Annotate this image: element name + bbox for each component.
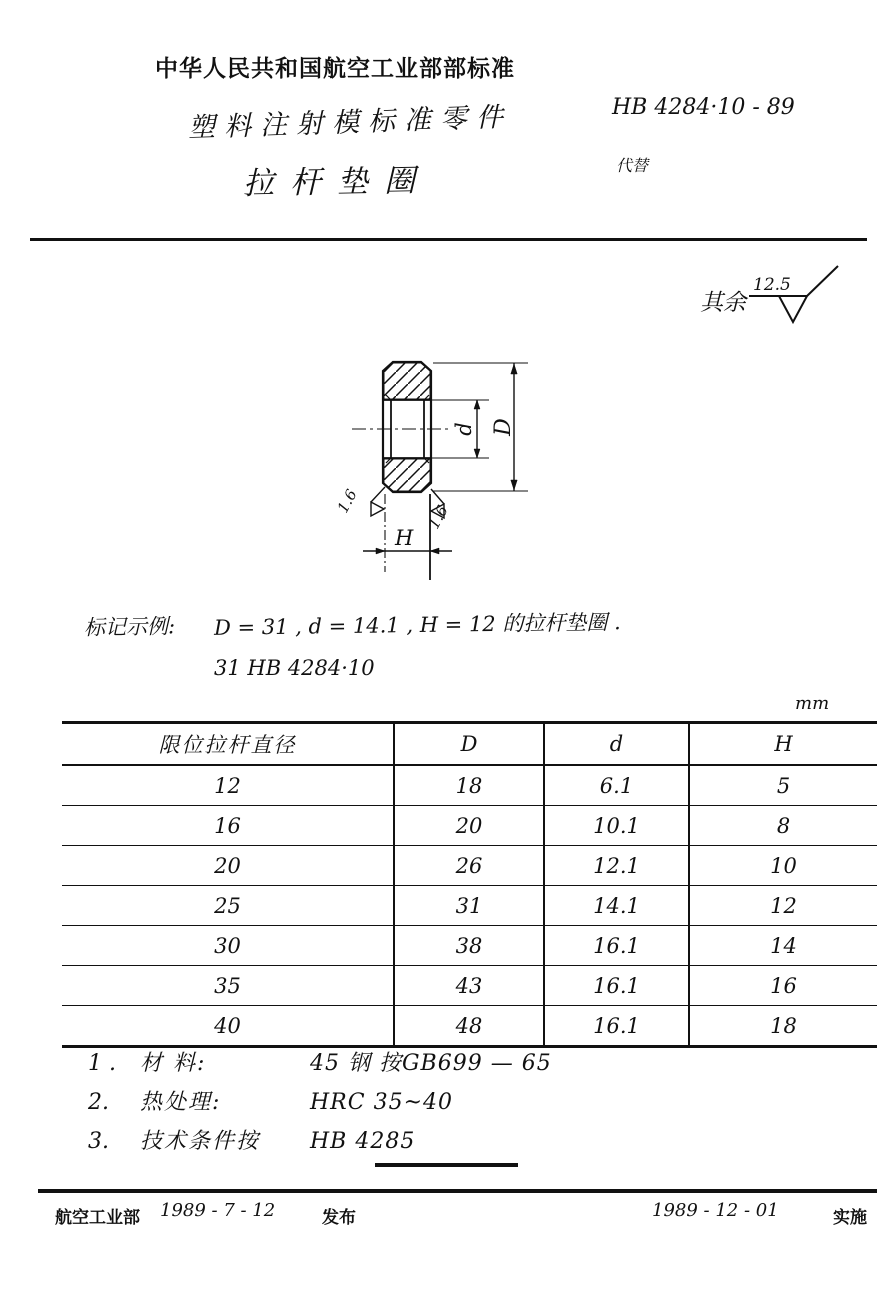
column-header-D: D [395,724,545,766]
marking-example-label: 标记示例: [83,614,176,640]
table-cell: 43 [395,966,545,1006]
table-unit-label: mm [795,693,830,714]
table-cell: 31 [395,886,545,926]
hatch-band-top [384,363,430,399]
surface-note-prefix: 其余 [700,290,746,316]
roughness-right-value: 1.6 [424,502,452,532]
column-header-rod-diameter: 限位拉杆直径 [62,724,395,766]
note-heat-treatment [88,1085,788,1124]
surface-roughness-symbol [745,264,855,330]
note-number: 2. [88,1090,109,1115]
footer-issue-label: 发布 [322,1208,356,1227]
footer-implementation-label: 实施 [833,1208,867,1227]
table-cell: 16.1 [545,1006,690,1045]
table-cell: 14.1 [545,886,690,926]
roughness-left-value: 1.6 [333,486,361,516]
surface-roughness-value: 12.5 [753,275,791,295]
document-subtitle: 塑料注射模标准零件 [187,101,513,144]
note-number: 3. [88,1129,109,1154]
footer-divider-line [38,1189,877,1193]
footer-implementation-date: 1989 - 12 - 01 [652,1200,779,1221]
note-label: 技术条件按 [140,1129,261,1154]
marking-designation: 31 HB 4284·10 [214,656,375,680]
table-cell: 30 [62,926,395,966]
note-material [88,1046,788,1085]
table-cell: 48 [395,1006,545,1045]
column-header-H: H [690,724,877,766]
footer-org: 航空工业部 [55,1208,140,1227]
note-number: 1 . [88,1051,116,1076]
table-cell: 10.1 [545,806,690,846]
hatch-band-bottom [384,459,430,491]
document-title: 拉杆垫圈 [242,162,432,202]
table-cell: 20 [395,806,545,846]
roughness-mark-left-icon [371,502,384,516]
note-technical-conditions [88,1124,788,1163]
table-cell: 25 [62,886,395,926]
table-cell: 16 [62,806,395,846]
table-cell: 6.1 [545,766,690,806]
header-divider-line [30,238,867,241]
table-cell: 18 [395,766,545,806]
table-cell: 12 [690,886,877,926]
footer-issue-date: 1989 - 7 - 12 [160,1200,276,1221]
table-cell: 38 [395,926,545,966]
note-label: 材 料: [140,1051,207,1076]
table-cell: 18 [770,1013,797,1038]
dim-label-D: D [491,418,516,436]
dim-label-d: d [452,422,476,436]
washer-section-drawing [330,340,610,588]
table-cell: 16 [690,966,877,1006]
table-cell: 8 [690,806,877,846]
table-cell: 20 [62,846,395,886]
standard-org-title: 中华人民共和国航空工业部部标准 [155,55,515,81]
table-cell: 10 [690,846,877,886]
table-cell: 14 [690,926,877,966]
dim-label-H: H [395,526,414,550]
table-cell: 16.1 [545,966,690,1006]
standard-number: HB 4284·10 - 89 [612,95,795,120]
table-cell: 5 [690,766,877,806]
notes-end-line [375,1163,518,1167]
dimension-table [62,721,877,1048]
table-cell: 16.1 [545,926,690,966]
marking-example-text: D = 31 , d = 14.1 , H = 12 的拉杆垫圈 . [213,610,621,640]
note-value: 45 钢 按GB699 — 65 [310,1051,552,1076]
note-label: 热处理: [140,1090,222,1115]
notes-list [88,1046,788,1163]
replaces-label: 代替 [616,156,649,175]
table-cell: 35 [62,966,395,1006]
table-cell: 12.1 [545,846,690,886]
table-cell: 40 [62,1006,395,1045]
note-value: HRC 35~40 [310,1090,453,1115]
column-header-d: d [545,724,690,766]
note-value: HB 4285 [310,1129,416,1154]
table-cell: 12 [62,766,395,806]
table-cell: 26 [395,846,545,886]
